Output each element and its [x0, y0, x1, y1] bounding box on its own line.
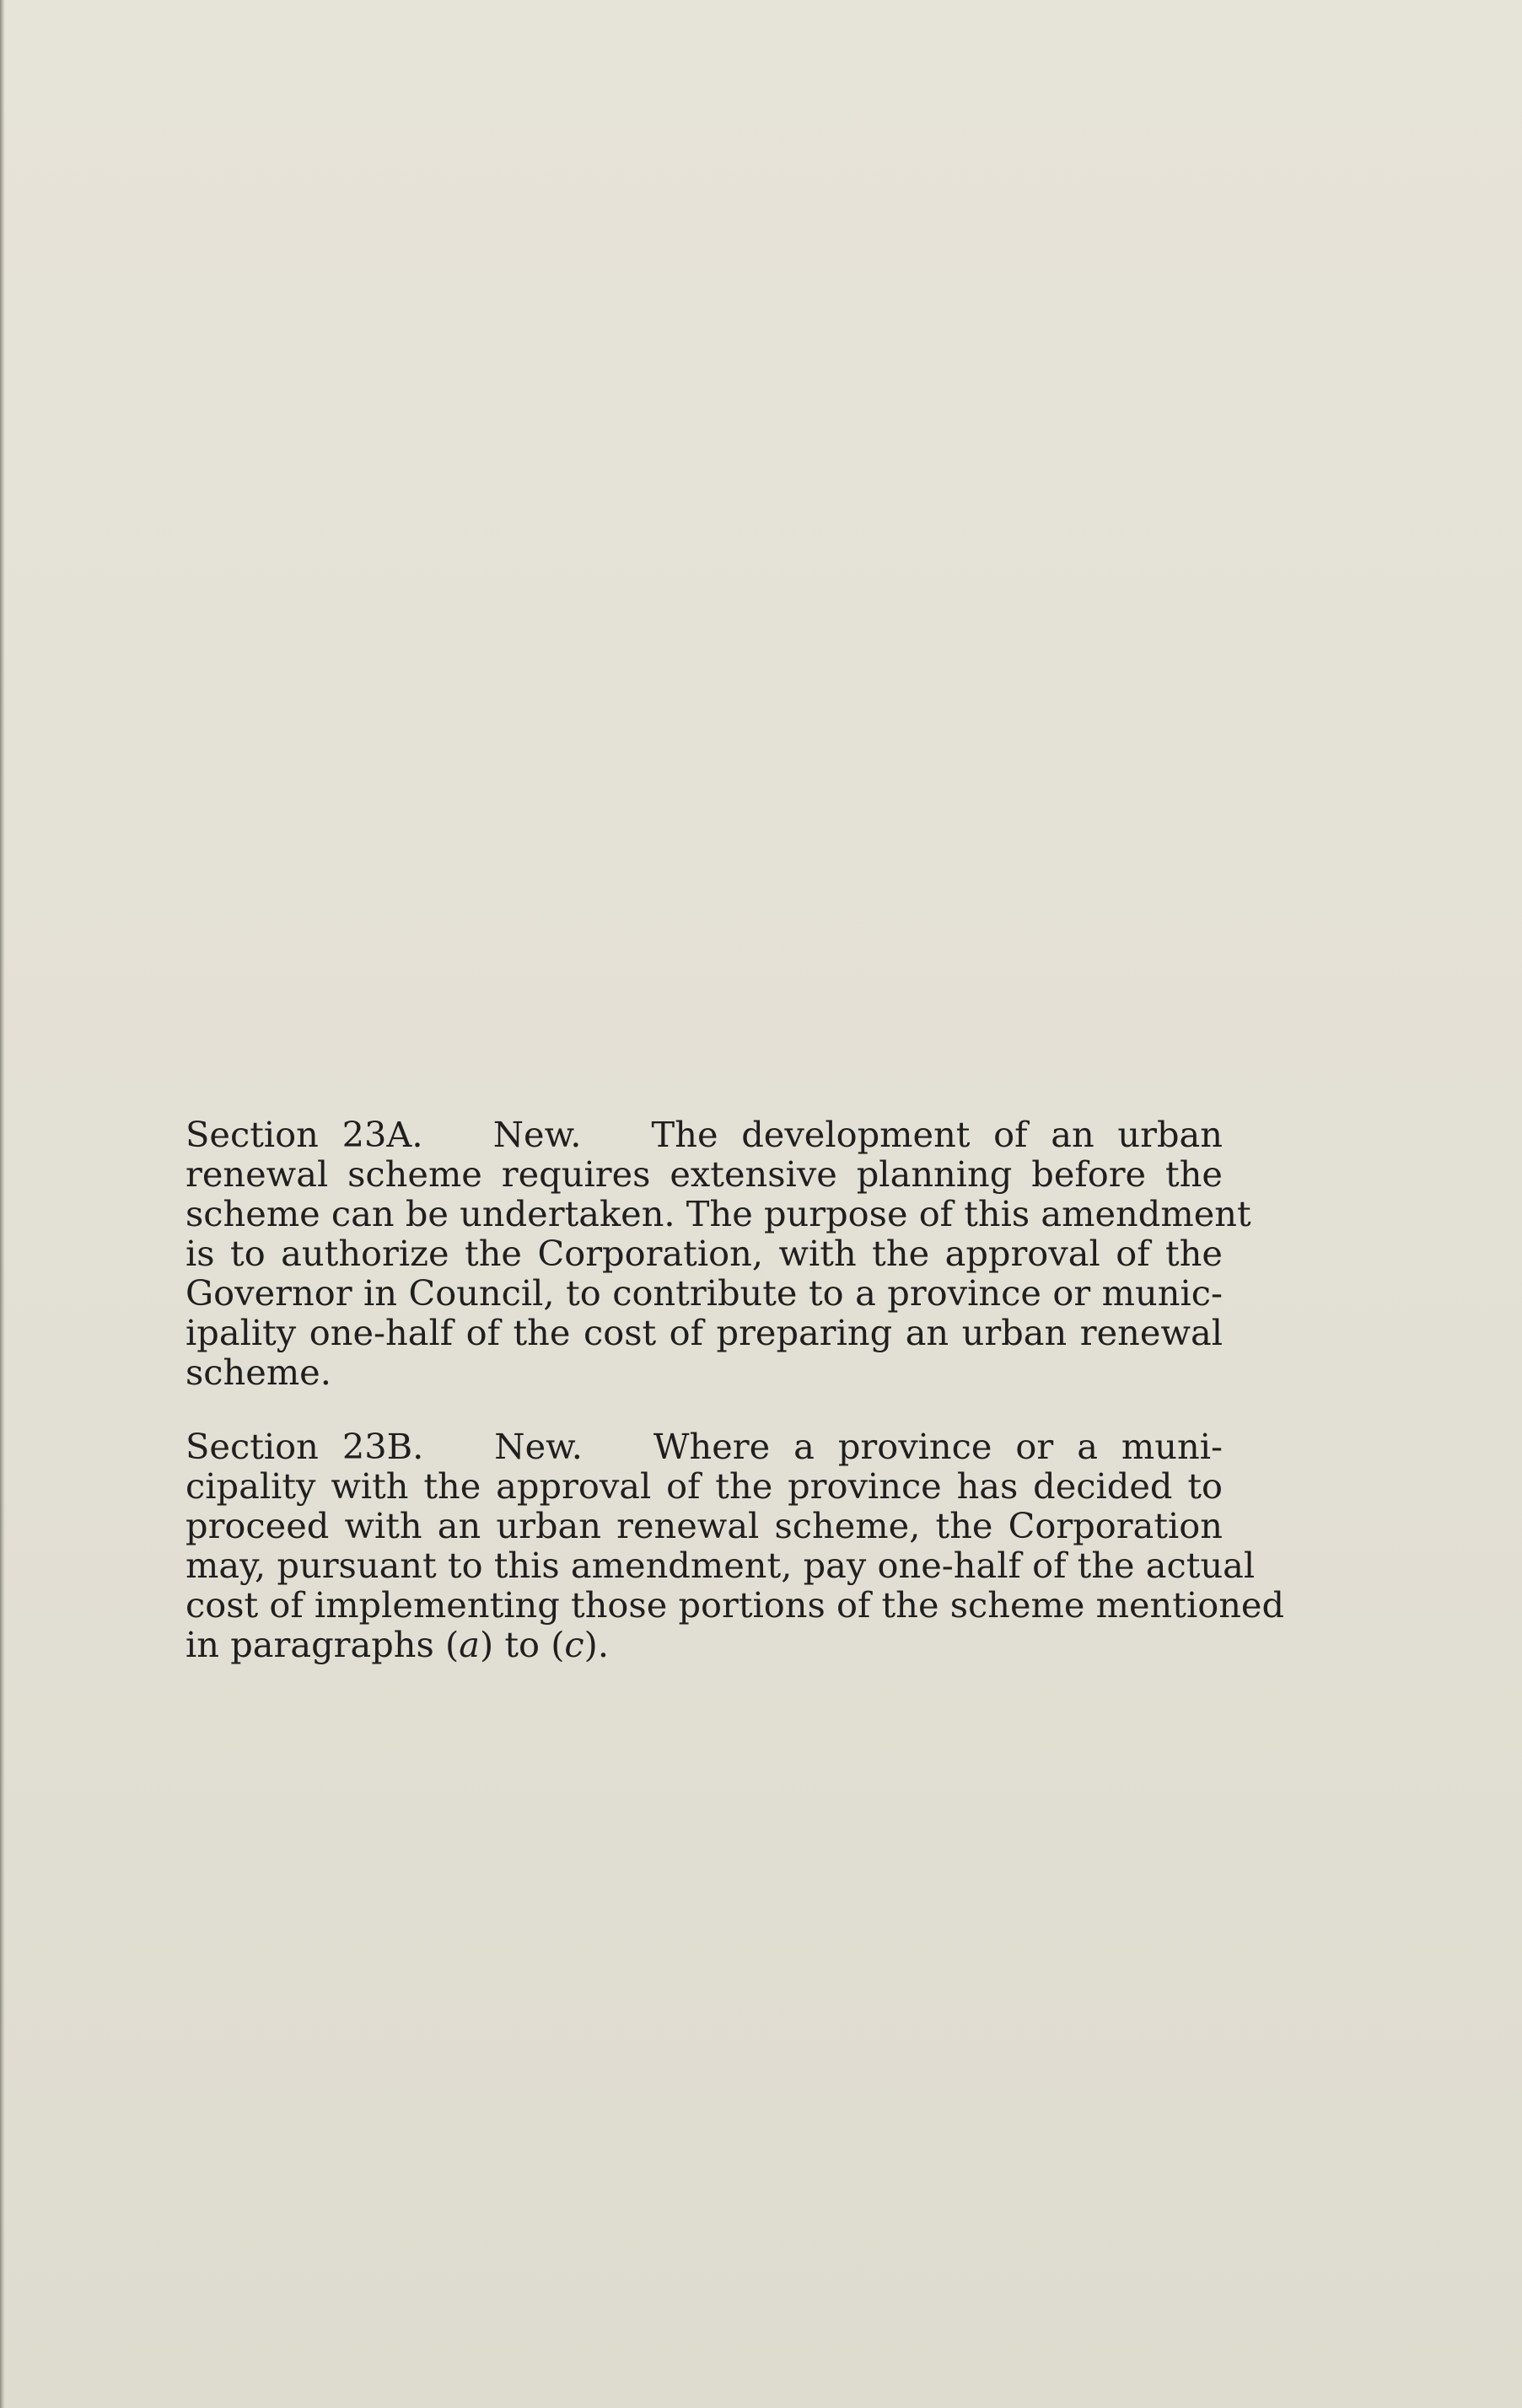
section-23b-note	[186, 1426, 1285, 1665]
section-23b-line-6	[186, 1625, 1223, 1664]
section-23a-kind: New.	[492, 1114, 582, 1155]
section-23a-note	[186, 1114, 1251, 1393]
section-23b-line-1	[186, 1427, 1223, 1466]
section-23b-line-2: cipality with the approval of the province has decided to	[186, 1465, 1223, 1507]
section-23b-label: Section 23	[186, 1426, 387, 1467]
section-23b-heading: Section 23B.	[186, 1426, 424, 1467]
section-23a-line-4: is to authorize the Corporation, with the approval of the	[186, 1233, 1223, 1274]
paragraph-a-ref: a	[459, 1624, 480, 1665]
section-23a-line-3: scheme can be undertaken. The purpose of this amendment	[186, 1193, 1251, 1234]
section-23a-line-2: renewal scheme requires extensive planning before the	[186, 1153, 1223, 1195]
section-23b-line-6-end: ).	[584, 1624, 610, 1665]
section-23a-line-7: scheme.	[186, 1352, 331, 1393]
section-23b-line-3: proceed with an urban renewal scheme, the Corporation	[186, 1505, 1223, 1546]
section-23a-line-5: Governor in Council, to contribute to a province or munic-	[186, 1272, 1223, 1314]
paragraph-c-ref: c	[564, 1624, 584, 1665]
section-23b-letter: B	[386, 1426, 413, 1467]
page-binding-edge	[0, 0, 5, 2408]
section-23a-line-6: ipality one-half of the cost of preparing an urban renewal	[186, 1312, 1223, 1353]
section-23b-line-5: cost of implementing those portions of the scheme mentioned	[186, 1584, 1285, 1626]
section-23b-kind: New.	[494, 1426, 583, 1467]
section-23a-text-1: The development of an urban	[651, 1114, 1224, 1155]
section-23a-letter: A	[386, 1114, 412, 1155]
section-23b-line-6-start: in paragraphs (	[186, 1624, 460, 1665]
section-23b-line-4: may, pursuant to this amendment, pay one-half of the actual	[186, 1545, 1256, 1586]
section-23a-heading: Section 23A.	[186, 1114, 423, 1155]
section-23a-line-1	[186, 1115, 1223, 1154]
section-23a-label: Section 23	[186, 1114, 387, 1155]
section-23b-text-1: Where a province or a muni-	[653, 1426, 1224, 1467]
section-23b-line-6-mid: ) to (	[479, 1624, 565, 1665]
